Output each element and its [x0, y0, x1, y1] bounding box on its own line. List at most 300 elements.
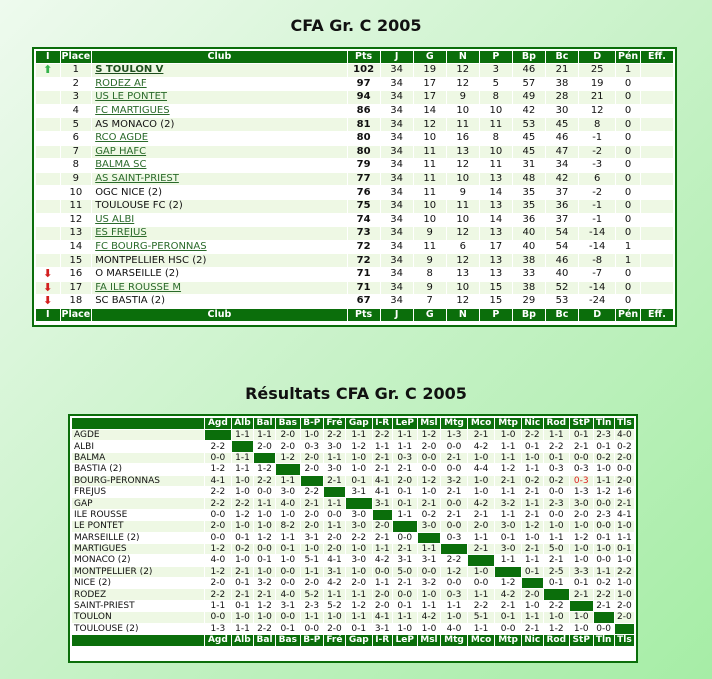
j-cell: 34 [381, 105, 413, 118]
score-cell: 2-0 [276, 430, 300, 440]
pen-cell: 0 [616, 118, 640, 131]
score-cell: 0-2 [615, 441, 634, 451]
place-cell: 8 [61, 159, 92, 172]
pts-cell: 102 [348, 64, 380, 77]
standings-footer-col-8[interactable]: Bp [513, 309, 545, 321]
score-cell: 0-0 [418, 453, 441, 463]
score-cell: 1-1 [301, 567, 323, 577]
score-cell: 1-0 [615, 555, 634, 565]
place-cell: 7 [61, 146, 92, 159]
score-cell: 1-2 [346, 601, 372, 611]
score-cell: 0-0 [276, 578, 300, 588]
bc-cell: 47 [546, 146, 578, 159]
standings-header-col-7[interactable]: P [480, 51, 512, 63]
diagonal-cell [615, 624, 634, 634]
movement-indicator [36, 282, 60, 295]
score-cell: 0-1 [232, 578, 253, 588]
standings-row [36, 118, 673, 131]
score-cell: 0-2 [594, 578, 614, 588]
score-cell: 1-0 [254, 567, 275, 577]
standings-header-col-2[interactable]: Club [92, 51, 346, 63]
bp-cell: 40 [513, 227, 545, 240]
score-cell: 1-1 [373, 544, 392, 554]
club-link[interactable]: RCO AGDE [95, 132, 149, 144]
score-cell: 1-2 [232, 510, 253, 520]
score-cell: 0-0 [418, 464, 441, 474]
score-cell: 3-2 [254, 578, 275, 588]
score-cell: 2-2 [346, 533, 372, 543]
club-link[interactable]: GAP HAFC [95, 145, 147, 157]
score-cell: 0-1 [570, 430, 593, 440]
n-cell: 16 [447, 132, 479, 145]
n-cell: 12 [447, 254, 479, 267]
club-cell[interactable] [92, 282, 346, 295]
score-cell: 1-1 [522, 464, 543, 474]
standings-header-col-11[interactable]: Pén [618, 51, 639, 62]
club-link[interactable]: FC BOURG-PERONNAS [95, 241, 207, 253]
eff-cell [641, 186, 673, 199]
movement-indicator [36, 254, 60, 267]
score-cell: 4-0 [615, 430, 634, 440]
standings-footer-col-7[interactable]: P [480, 309, 512, 321]
standings-header-col-9[interactable]: Bc [546, 51, 578, 63]
club-link[interactable]: AS SAINT-PRIEST [95, 173, 179, 185]
club-cell[interactable] [92, 159, 346, 172]
eff-cell [641, 241, 673, 254]
eff-cell [641, 146, 673, 159]
score-cell: 2-1 [441, 453, 467, 463]
results-header-col-1: Alb [232, 418, 253, 429]
diagonal-cell [393, 521, 417, 531]
score-cell: 2-0 [324, 624, 345, 634]
score-cell: 0-0 [615, 464, 634, 474]
eff-cell [641, 91, 673, 104]
score-cell: 1-2 [276, 453, 300, 463]
place-cell: 12 [61, 214, 92, 227]
score-cell: 0-3 [393, 453, 417, 463]
j-cell: 34 [381, 78, 413, 91]
score-cell: 1-2 [254, 533, 275, 543]
results-matrix-frame [68, 414, 638, 663]
score-cell: 0-2 [418, 510, 441, 520]
j-cell: 34 [381, 159, 413, 172]
standings-header-col-12[interactable]: Eff. [641, 51, 673, 63]
standings-row [36, 268, 673, 281]
movement-indicator [36, 118, 60, 131]
score-cell: 1-0 [346, 453, 372, 463]
movement-indicator [36, 64, 60, 77]
movement-indicator [36, 105, 60, 118]
score-cell: 1-0 [570, 521, 593, 531]
j-cell: 34 [381, 254, 413, 267]
score-cell: 2-2 [373, 430, 392, 440]
standings-header-col-5[interactable]: G [414, 51, 446, 63]
standings-header-col-6[interactable]: N [447, 51, 479, 63]
score-cell: 0-0 [276, 567, 300, 577]
score-cell: 1-2 [570, 533, 593, 543]
standings-footer-col-4[interactable]: J [381, 309, 413, 321]
score-cell: 1-1 [232, 624, 253, 634]
results-footer-col-5: Fré [324, 635, 345, 646]
score-cell: 0-0 [441, 578, 467, 588]
home-team-cell: LE PONTET [72, 521, 204, 531]
club-cell[interactable] [92, 91, 346, 104]
n-cell: 12 [447, 295, 479, 308]
score-cell: 2-1 [495, 476, 521, 486]
score-cell: 1-0 [468, 476, 495, 486]
home-team-cell: RODEZ [72, 589, 204, 599]
home-team-cell: BALMA [72, 453, 204, 463]
score-cell: 5-2 [301, 589, 323, 599]
pen-cell: 0 [616, 173, 640, 186]
score-cell: 2-1 [373, 533, 392, 543]
j-cell: 34 [381, 132, 413, 145]
score-cell: 2-0 [615, 453, 634, 463]
score-cell: 1-0 [522, 533, 543, 543]
home-team-cell: AGDE [72, 430, 204, 440]
score-cell: 2-1 [324, 476, 345, 486]
home-team-cell: ILE ROUSSE [72, 510, 204, 520]
standings-footer-col-0[interactable]: I [36, 309, 60, 321]
bc-cell: 52 [546, 282, 578, 295]
score-cell: 0-0 [418, 567, 441, 577]
pen-cell: 0 [616, 78, 640, 91]
club-link[interactable]: US ALBI [95, 213, 135, 225]
score-cell: 4-1 [615, 510, 634, 520]
eff-cell [641, 254, 673, 267]
score-cell: 1-1 [418, 601, 441, 611]
g-cell: 10 [414, 214, 446, 227]
results-row [72, 487, 634, 497]
score-cell: 0-3 [441, 533, 467, 543]
movement-indicator [36, 186, 60, 199]
score-cell: 3-0 [276, 487, 300, 497]
results-title: Résultats CFA Gr. C 2005 [245, 384, 467, 403]
d-cell: -1 [579, 200, 615, 213]
j-cell: 34 [381, 282, 413, 295]
score-cell: 1-2 [346, 441, 372, 451]
results-row [72, 498, 634, 508]
score-cell: 4-1 [324, 555, 345, 565]
pen-cell: 0 [616, 159, 640, 172]
home-team-cell: GAP [72, 498, 204, 508]
standings-footer-col-5[interactable]: G [414, 309, 446, 321]
score-cell: 1-1 [441, 601, 467, 611]
score-cell: 1-0 [301, 544, 323, 554]
p-cell: 11 [480, 159, 512, 172]
score-cell: 1-0 [615, 578, 634, 588]
score-cell: 1-1 [495, 510, 521, 520]
score-cell: 2-0 [301, 510, 323, 520]
club-link[interactable]: RODEZ AF [95, 77, 147, 89]
results-row [72, 510, 634, 520]
results-row [72, 612, 634, 622]
score-cell: 0-1 [522, 567, 543, 577]
score-cell: 1-0 [232, 521, 253, 531]
score-cell: 1-1 [324, 453, 345, 463]
club-cell[interactable] [92, 64, 346, 77]
eff-cell [641, 159, 673, 172]
bp-cell: 46 [513, 64, 545, 77]
score-cell: 2-1 [393, 578, 417, 588]
movement-indicator [36, 268, 60, 281]
bc-cell: 46 [546, 132, 578, 145]
g-cell: 10 [414, 200, 446, 213]
score-cell: 2-0 [373, 601, 392, 611]
score-cell: 0-3 [570, 476, 593, 486]
place-cell: 6 [61, 132, 92, 145]
club-link[interactable]: S TOULON V [95, 64, 164, 76]
bp-cell: 42 [513, 105, 545, 118]
results-header-col-2: Bal [254, 418, 275, 429]
club-cell[interactable] [92, 173, 346, 186]
pen-cell: 0 [616, 282, 640, 295]
score-cell: 3-3 [570, 567, 593, 577]
results-row [72, 533, 634, 543]
home-team-cell: ALBI [72, 441, 204, 451]
g-cell: 11 [414, 146, 446, 159]
score-cell: 3-0 [418, 521, 441, 531]
score-cell: 1-1 [232, 464, 253, 474]
home-team-cell: NICE (2) [72, 578, 204, 588]
score-cell: 0-2 [544, 476, 569, 486]
bp-cell: 29 [513, 295, 545, 308]
club-cell[interactable] [92, 241, 346, 254]
results-row [72, 476, 634, 486]
movement-indicator [36, 200, 60, 213]
score-cell: 2-1 [544, 555, 569, 565]
standings-row [36, 282, 673, 295]
club-link[interactable]: FC MARTIGUES [95, 105, 170, 117]
pts-cell: 97 [348, 78, 380, 91]
standings-row [36, 159, 673, 172]
score-cell: 0-0 [441, 441, 467, 451]
score-cell: 1-0 [254, 521, 275, 531]
score-cell: 1-0 [522, 601, 543, 611]
score-cell: 2-0 [373, 589, 392, 599]
club-cell [92, 254, 346, 267]
score-cell: 1-1 [544, 533, 569, 543]
score-cell: 2-2 [615, 567, 634, 577]
eff-cell [641, 105, 673, 118]
score-cell: 4-1 [205, 476, 231, 486]
bp-cell: 36 [513, 214, 545, 227]
score-cell: 1-0 [324, 612, 345, 622]
bp-cell: 31 [513, 159, 545, 172]
score-cell: 2-0 [276, 441, 300, 451]
score-cell: 1-0 [468, 567, 495, 577]
club-cell [92, 295, 346, 308]
standings-footer-col-6[interactable]: N [447, 309, 479, 321]
score-cell: 1-2 [418, 430, 441, 440]
pen-cell: 0 [616, 146, 640, 159]
standings-footer-col-2[interactable]: Club [92, 309, 346, 321]
score-cell: 1-3 [205, 624, 231, 634]
d-cell: -7 [579, 268, 615, 281]
p-cell: 10 [480, 105, 512, 118]
home-team-cell: TOULOUSE (2) [72, 624, 204, 634]
score-cell: 1-1 [301, 612, 323, 622]
pts-cell: 72 [348, 254, 380, 267]
pen-cell: 0 [616, 227, 640, 240]
score-cell: 1-0 [570, 555, 593, 565]
pen-cell: 0 [616, 200, 640, 213]
g-cell: 11 [414, 173, 446, 186]
j-cell: 34 [381, 91, 413, 104]
score-cell: 4-1 [373, 487, 392, 497]
results-row [72, 544, 634, 554]
n-cell: 10 [447, 173, 479, 186]
score-cell: 3-0 [495, 521, 521, 531]
score-cell: 2-1 [468, 510, 495, 520]
p-cell: 14 [480, 214, 512, 227]
bc-cell: 30 [546, 105, 578, 118]
club-cell[interactable] [92, 132, 346, 145]
pen-cell: 0 [616, 91, 640, 104]
diagonal-cell [254, 453, 275, 463]
n-cell: 9 [447, 91, 479, 104]
pen-cell: 0 [616, 105, 640, 118]
standings-header-col-1[interactable]: Place [61, 51, 91, 62]
score-cell: 2-1 [495, 601, 521, 611]
club-link[interactable]: US LE PONTET [95, 91, 168, 103]
standings-footer-col-9[interactable]: Bc [546, 309, 578, 321]
score-cell: 0-0 [441, 464, 467, 474]
club-cell[interactable] [92, 214, 346, 227]
score-cell: 2-0 [570, 510, 593, 520]
score-cell: 2-2 [301, 487, 323, 497]
score-cell: 1-0 [594, 464, 614, 474]
standings-header-col-8[interactable]: Bp [513, 51, 545, 63]
club-cell[interactable] [92, 146, 346, 159]
club-cell[interactable] [92, 78, 346, 91]
eff-cell [641, 282, 673, 295]
score-cell: 2-3 [301, 601, 323, 611]
score-cell: 2-1 [468, 544, 495, 554]
movement-indicator [36, 173, 60, 186]
pen-cell: 0 [616, 295, 640, 308]
score-cell: 1-1 [373, 441, 392, 451]
standings-header-col-4[interactable]: J [381, 51, 413, 63]
score-cell: 2-1 [232, 589, 253, 599]
standings-footer-col-10[interactable]: D [579, 309, 615, 321]
score-cell: 2-1 [468, 430, 495, 440]
score-cell: 1-2 [254, 464, 275, 474]
club-link[interactable]: ES FREJUS [95, 227, 147, 239]
results-footer-col-8: LeP [393, 635, 417, 646]
j-cell: 34 [381, 214, 413, 227]
eff-cell [641, 64, 673, 77]
eff-cell [641, 268, 673, 281]
home-team-cell: TOULON [72, 612, 204, 622]
pen-cell: 1 [616, 254, 640, 267]
club-cell[interactable] [92, 105, 346, 118]
results-footer-row [72, 635, 634, 646]
d-cell: 25 [579, 64, 615, 77]
results-footer-col-17: Tls [615, 635, 634, 646]
club-cell [92, 268, 346, 281]
score-cell: 0-3 [544, 464, 569, 474]
score-cell: 1-0 [232, 476, 253, 486]
standings-footer-col-11[interactable]: Pén [618, 308, 639, 320]
results-footer-col-6: Gap [346, 635, 372, 646]
p-cell: 5 [480, 78, 512, 91]
score-cell: 2-2 [205, 487, 231, 497]
club-name: O MARSEILLE (2) [95, 268, 180, 280]
standings-header-col-0[interactable]: I [36, 51, 60, 63]
score-cell: 2-2 [205, 498, 231, 508]
bc-cell: 42 [546, 173, 578, 186]
score-cell: 2-0 [418, 441, 441, 451]
score-cell: 1-2 [495, 578, 521, 588]
score-cell: 1-3 [441, 430, 467, 440]
results-row [72, 567, 634, 577]
score-cell: 2-0 [615, 612, 634, 622]
g-cell: 19 [414, 64, 446, 77]
bc-cell: 34 [546, 159, 578, 172]
results-footer-col-3: Bas [276, 635, 300, 646]
movement-indicator [36, 132, 60, 145]
score-cell: 3-2 [441, 476, 467, 486]
score-cell: 0-1 [544, 578, 569, 588]
results-footer-corner [72, 635, 204, 646]
club-link[interactable]: BALMA SC [95, 159, 147, 171]
diagonal-cell [418, 533, 441, 543]
standings-header-col-10[interactable]: D [579, 51, 615, 63]
place-cell: 17 [61, 282, 92, 295]
score-cell: 1-1 [468, 624, 495, 634]
score-cell: 1-0 [522, 453, 543, 463]
results-header-col-13: Nic [522, 418, 543, 429]
p-cell: 3 [480, 64, 512, 77]
score-cell: 2-1 [615, 498, 634, 508]
score-cell: 1-1 [254, 430, 275, 440]
score-cell: 2-2 [324, 430, 345, 440]
score-cell: 8-2 [276, 521, 300, 531]
club-link[interactable]: FA ILE ROUSSE M [95, 281, 182, 293]
standings-row [36, 91, 673, 104]
club-name: AS MONACO (2) [95, 118, 175, 130]
standings-row [36, 105, 673, 118]
score-cell: 1-1 [373, 578, 392, 588]
score-cell: 2-2 [254, 624, 275, 634]
score-cell: 1-1 [522, 498, 543, 508]
bp-cell: 35 [513, 186, 545, 199]
bp-cell: 35 [513, 200, 545, 213]
pen-cell: 0 [616, 186, 640, 199]
score-cell: 0-1 [232, 601, 253, 611]
club-cell[interactable] [92, 227, 346, 240]
n-cell: 13 [447, 146, 479, 159]
score-cell: 4-1 [373, 612, 392, 622]
score-cell: 3-1 [346, 487, 372, 497]
standings-header-col-3[interactable]: Pts [348, 51, 380, 63]
standings-footer-col-3[interactable]: Pts [348, 309, 380, 321]
j-cell: 34 [381, 227, 413, 240]
bc-cell: 21 [546, 64, 578, 77]
place-cell: 18 [61, 295, 92, 308]
pts-cell: 86 [348, 105, 380, 118]
score-cell: 0-0 [468, 578, 495, 588]
score-cell: 2-1 [373, 464, 392, 474]
diagonal-cell [324, 487, 345, 497]
standings-footer-col-12[interactable]: Eff. [641, 309, 673, 321]
score-cell: 0-0 [324, 510, 345, 520]
bp-cell: 53 [513, 118, 545, 131]
score-cell: 1-0 [570, 544, 593, 554]
score-cell: 4-2 [468, 498, 495, 508]
standings-footer-col-1[interactable]: Place [61, 308, 91, 320]
